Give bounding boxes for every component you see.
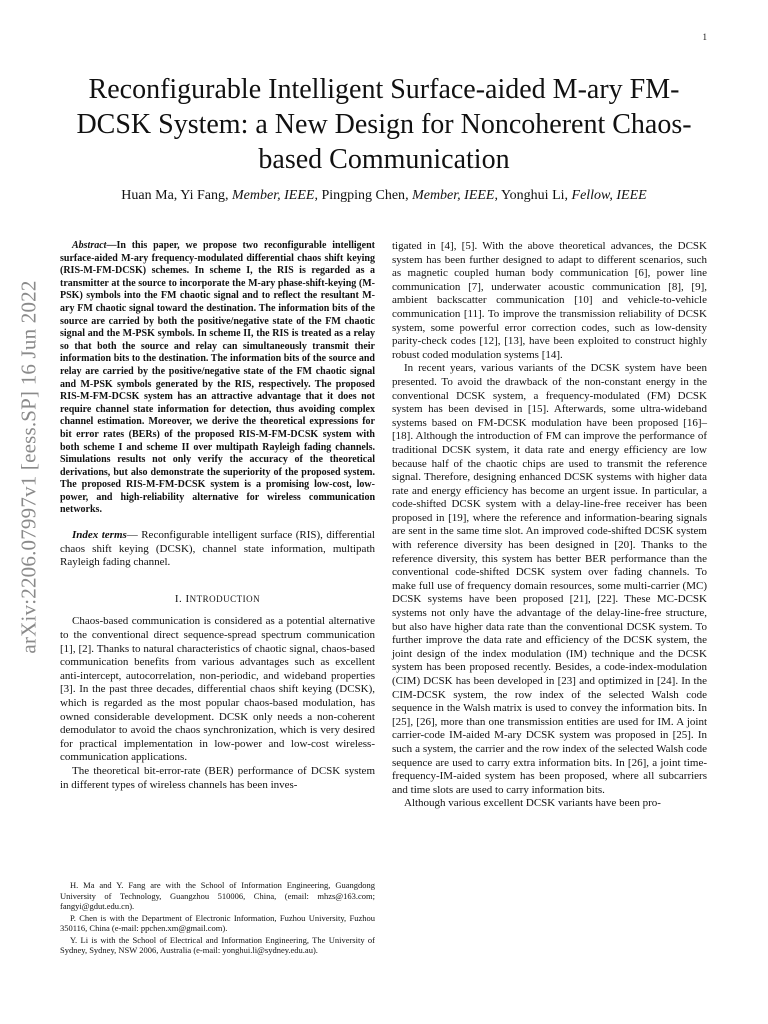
footnote-1: H. Ma and Y. Fang are with the School of Information Engineering, Guangdong University of Technology, Guangzhou 510006, China, (email: mhzs@163.com; fangyi@gdut.edu.cn). [60, 880, 375, 911]
author-2-name: Yi Fang [180, 188, 226, 203]
section-heading-introduction: I. INTRODUCTION [174, 592, 261, 605]
index-terms [60, 529, 375, 570]
author-list: Huan Ma, Yi Fang, Member, IEEE, Pingping Chen, Member, IEEE, Yonghui Li, Fellow, IEEE [121, 188, 647, 203]
author-2-role: Member, IEEE [232, 188, 315, 203]
right-paragraph-3: Although various excellent DCSK variants have been pro- [404, 797, 661, 810]
author-1-sep: , [173, 188, 181, 203]
index-terms-text: — Reconfigurable intelligent surface (RIS), differential chaos shift keying (DCSK), channel state information, multipath Rayleigh fading channel. [60, 529, 375, 569]
abstract [60, 240, 375, 517]
author-1-name: Huan Ma [121, 188, 174, 203]
page-number: 1 [702, 32, 707, 42]
author-4-name: Yonghui Li [500, 188, 565, 203]
intro-paragraph-1: Chaos-based communication is considered as a potential alternative to the conventional direct sequence-spread spectrum communication [1], [2]. Thanks to natural characteristics of chaotic signal, chaos-based communication benefits from various advantages such as excellent anti-intercept, autocorrelation, non-periodic, and wideband properties [3]. In the past three decades, differential chaos shift keying (DCSK), which is regarded as the most popular chaos-based modulation, has owned considerable development. DCSK only needs a non-coherent demodulator to avoid the chaos synchronization, which is very desired for practical implementation in low-power and low-cost wireless-communication applications. [60, 615, 375, 764]
right-paragraph-2: In recent years, various variants of the DCSK system have been presented. To avoid the drawback of the non-constant energy in the conventional DCSK system, a frequency-modulated (FM) DCSK system has been devised in [15]. Afterwards, some ultra-wideband systems based on FM-DCSK modulation have been proposed [16]–[18]. Although the introduction of FM can improve the performance of traditional DCSK system, it data rate and energy efficiency are low because half of the chaotic chips are used to transmit the reference signal. Therefore, designing enhanced DCSK systems with higher data rate and energy efficiency has become an urgent issue. In particular, a code-shifted DCSK system with a delay-line-free receiver has been proposed in [19], where the reference and information-bearing signals are sent in the same time slot. An improved code-shifted DCSK system with reference diversity has been designed in [20]. Thanks to the reference diversity, this system has better BER performance than the conventional code-shifted DCSK system over fading channels. To make full use of frequency domain resources, some multi-carrier (MC) DCSK systems have been proposed [21], [22]. These MC-DCSK systems not only have the advantage of the delay-line-free structure, but also have higher data rate than the conventional DCSK system. To further improve the data rate and efficiency of the DCSK system, the joint design of the index modulation (IM) technique and the DCSK system has been proposed recently. Besides, a code-index-modulation (CIM) DCSK has been developed in [23] and optimized in [24]. In the CIM-DCSK system, the row index of the selected Walsh code sequence in the Walsh matrix is used to convey the information bits. In [25], [26], more than one transmission entities are used for IM. A joint carrier-code IM-aided M-ary DCSK system was proposed in [25]. In such a system, the carrier and the row index of the selected Walsh code sequence are used to carry extra information bits. In [26], a joint time-frequency-IM-aided system has been proposed, where all subcarriers and time slots are used to carry information bits. [392, 362, 707, 796]
arxiv-stamp [7, 244, 51, 690]
author-3-name: Pingping Chen [321, 188, 406, 203]
intro-paragraph-2: The theoretical bit-error-rate (BER) performance of DCSK system in different types of wireless channels has been inves- [60, 764, 375, 791]
author-4-role: Fellow, IEEE [571, 188, 647, 203]
abstract-text: —In this paper, we propose two reconfigurable intelligent surface-aided M-ary frequency-modulated differential chaos shift keying (RIS-M-FM-DCSK) schemes. In scheme I, the RIS is regarded as a transmitter at the source to incorporate the M-ary phase-shift-keying (M-PSK) symbols into the FM chaotic signal and to reflect the resultant M-ary FM chaotic signal toward the destination. The information bits of the source are carried by both the positive/negative state of the FM chaotic signal and the M-PSK symbols. In scheme II, the RIS is treated as a relay so that both the source and relay can simultaneously transmit their information bits to the destination. The information bits of the source and relay are carried by the positive/negative state of the FM chaotic signal and M-PSK symbols generated by the RIS, respectively. The proposed RIS-M-FM-DCSK system has an attractive advantage that it does not require channel state information for detection, thus avoiding complex channel estimation. Moreover, we derive the theoretical expressions for bit error rates (BERs) of the proposed RIS-M-FM-DCSK system with both scheme I and scheme II over multipath Rayleigh fading channels. Simulations results not only verify the accuracy of the theoretical derivations, but also demonstrate the superiority of the proposed system. The proposed RIS-M-FM-DCSK system is a promising low-cost, low-power, and high-reliability alternative for wireless communication networks. [60, 240, 375, 516]
index-terms-label: Index terms [72, 529, 127, 542]
abstract-label: Abstract [72, 240, 107, 251]
arxiv-identifier: arXiv:2206.07997v1 [eess.SP] 16 Jun 2022 [16, 280, 41, 654]
affiliation-footnotes [60, 880, 375, 957]
right-paragraph-1: tigated in [4], [5]. With the above theoretical advances, the DCSK system has been further designed to adapt to different scenarios, such as magnetic coupled human body communication [6], power line communication [7], underwater acoustic communication [8], [9], ambient backscatter communication [10] and vehicle-to-vehicle communication [11]. To improve the transmission reliability of DCSK system, some powerful error correction codes, such as low-density parity-check codes [12], [13], have been exploited to construct highly robust coded modulation systems [14]. [392, 240, 707, 361]
author-3-role: Member, IEEE [412, 188, 495, 203]
right-column [392, 240, 707, 811]
footnote-2: P. Chen is with the Department of Electronic Information, Fuzhou University, Fuzhou 350116, China (e-mail: ppchen.xm@gmail.com). [60, 912, 375, 933]
left-column [60, 240, 375, 792]
footnote-3: Y. Li is with the School of Electrical and Information Engineering, The University of Sydney, Sydney, NSW 2006, Australia (e-mail: yonghui.li@sydney.edu.au). [60, 934, 375, 955]
paper-title: Reconfigurable Intelligent Surface-aided M-ary FM-DCSK System: a New Design for Noncoherent Chaos-based Communication [76, 74, 692, 175]
